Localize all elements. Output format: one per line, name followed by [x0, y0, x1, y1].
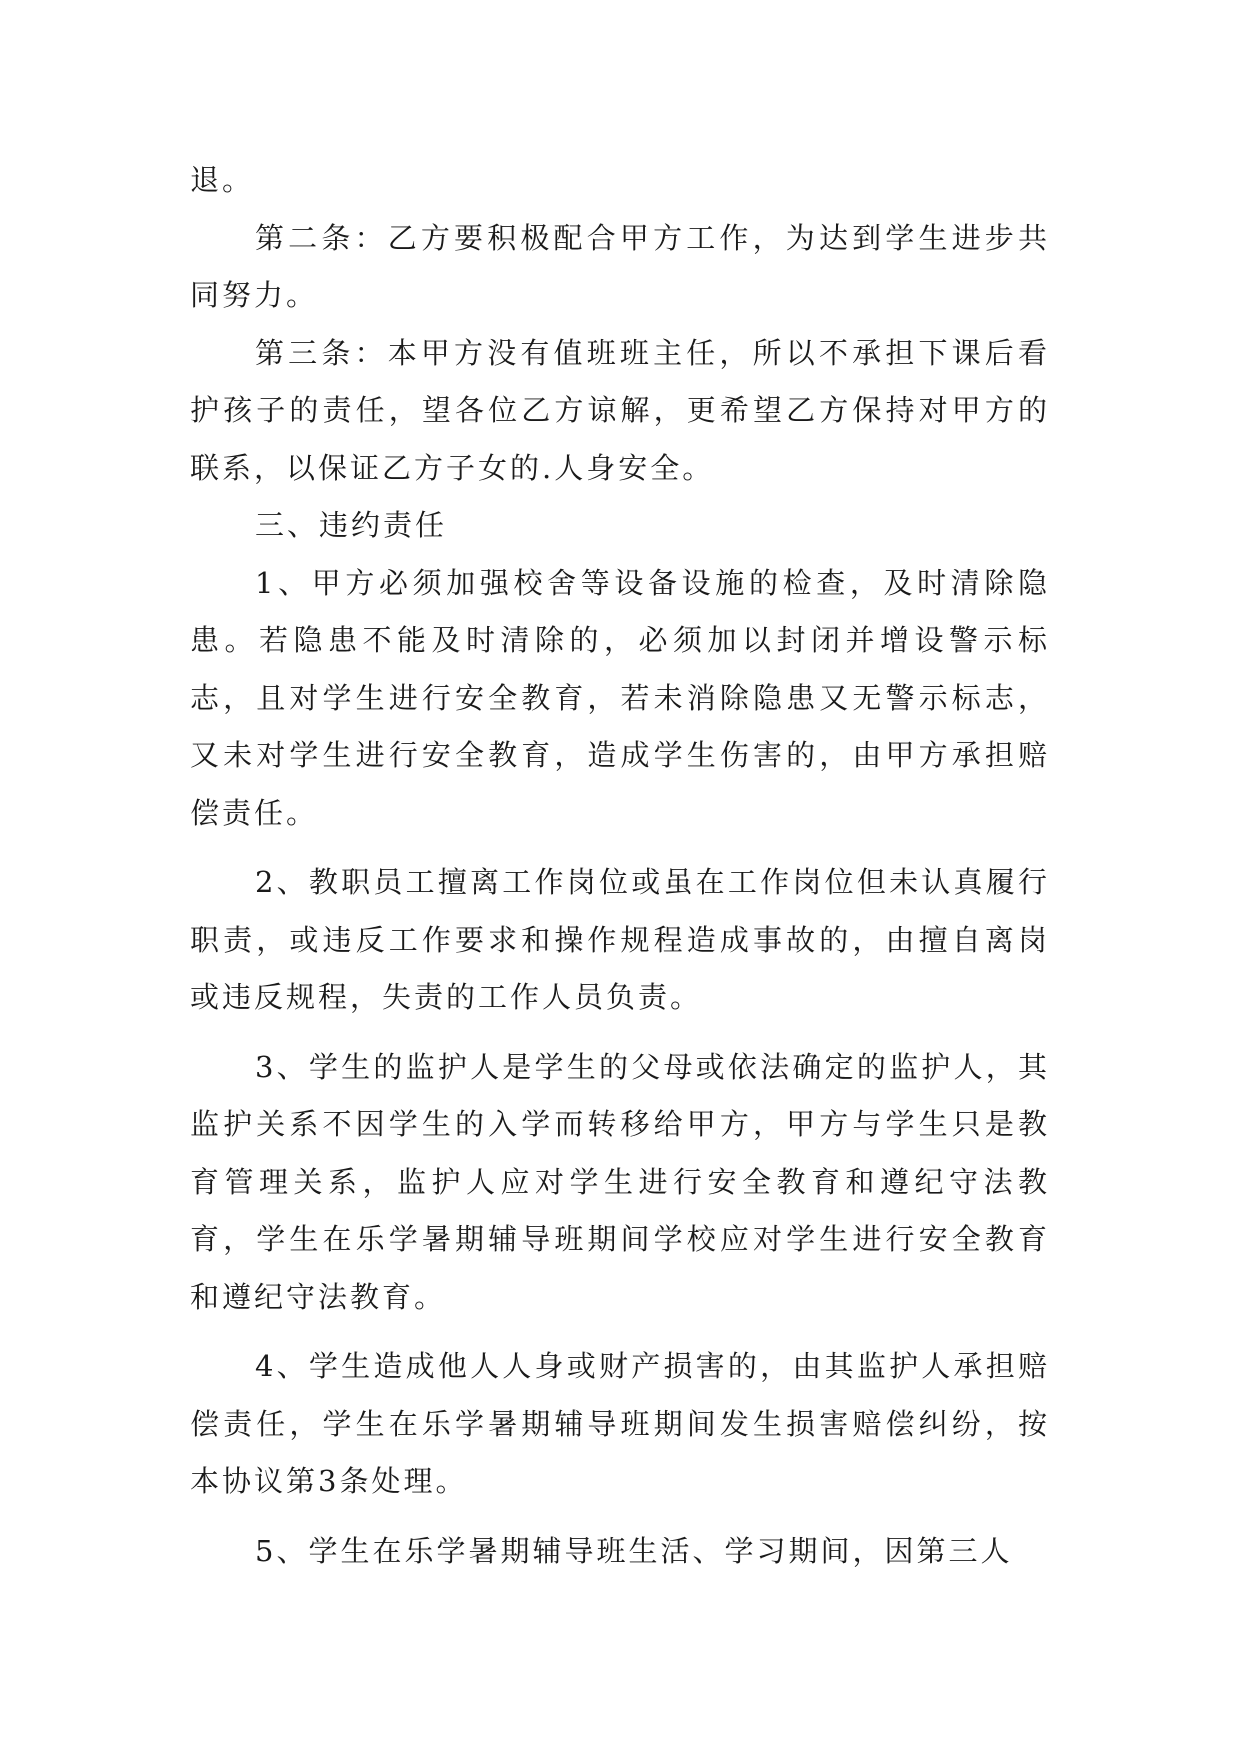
paragraph-liability-4: 4、学生造成他人人身或财产损害的，由其监护人承担赔偿责任，学生在乐学暑期辅导班期间发生损害赔偿纠纷，按本协议第3条处理。 — [190, 1349, 1050, 1498]
document-body — [190, 152, 1050, 1580]
paragraph-article-2: 第二条：乙方要积极配合甲方工作，为达到学生进步共同努力。 — [190, 220, 1050, 312]
paragraph-article-3: 第三条：本甲方没有值班班主任，所以不承担下课后看护孩子的责任，望各位乙方谅解，更希望乙方保持对甲方的联系，以保证乙方子女的.人身安全。 — [190, 335, 1050, 485]
section-heading-liability: 三、违约责任 — [255, 508, 448, 542]
paragraph-liability-5: 5、学生在乐学暑期辅导班生活、学习期间，因第三人 — [255, 1533, 1013, 1568]
paragraph-liability-1: 1、甲方必须加强校舍等设备设施的检查，及时清除隐患。若隐患不能及时清除的，必须加以封闭并增设警示标志，且对学生进行安全教育，若未消除隐患又无警示标志，又未对学生进行安全教育，造成学生伤害的，由甲方承担赔偿责任。 — [190, 565, 1050, 830]
paragraph-continuation: 退。 — [190, 163, 255, 197]
paragraph-liability-2: 2、教职员工擅离工作岗位或虽在工作岗位但未认真履行职责，或违反工作要求和操作规程造成事故的，由擅自离岗或违反规程，失责的工作人员负责。 — [190, 865, 1050, 1014]
paragraph-liability-3: 3、学生的监护人是学生的父母或依法确定的监护人，其监护关系不因学生的入学而转移给甲方，甲方与学生只是教育管理关系，监护人应对学生进行安全教育和遵纪守法教育，学生在乐学暑期辅导班期间学校应对学生进行安全教育和遵纪守法教育。 — [190, 1049, 1050, 1314]
